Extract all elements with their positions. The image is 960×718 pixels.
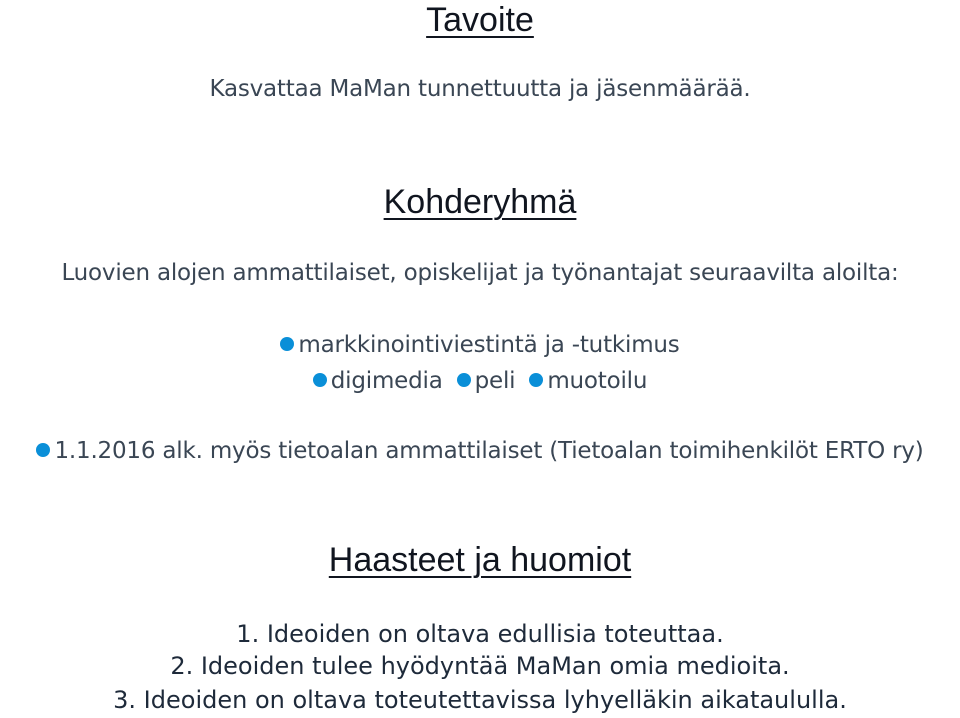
field-item: digimedia bbox=[330, 368, 443, 394]
goal-heading-text: Tavoite bbox=[426, 1, 534, 39]
target-group-intro: Luovien alojen ammattilaiset, opiskelijat ja työnantajat seuraavilta aloilta: bbox=[61, 260, 899, 286]
challenge-item: 3. Ideoiden on oltava toteutettavissa lyhyelläkin aikataululla. bbox=[113, 686, 847, 714]
field-item: markkinointiviestintä ja -tutkimus bbox=[298, 332, 680, 358]
bullet-icon bbox=[36, 443, 50, 457]
challenge-item: 1. Ideoiden on oltava edullisia toteuttaa. bbox=[236, 620, 724, 648]
challenges-heading-text: Haasteet ja huomiot bbox=[328, 541, 632, 579]
goal-heading bbox=[0, 0, 960, 40]
target-group-heading-text: Kohderyhmä bbox=[383, 183, 577, 221]
bullet-icon bbox=[280, 337, 294, 351]
bullet-icon bbox=[457, 373, 471, 387]
challenges-heading bbox=[0, 540, 960, 580]
bullet-icon bbox=[313, 373, 327, 387]
bullet-icon bbox=[529, 373, 543, 387]
target-group-note: 1.1.2016 alk. myös tietoalan ammattilaiset (Tietoalan toimihenkilöt ERTO ry) bbox=[54, 438, 924, 464]
target-group-note-row bbox=[0, 436, 960, 466]
field-item: peli bbox=[474, 368, 516, 394]
challenge-item: 2. Ideoiden tulee hyödyntää MaMan omia medioita. bbox=[170, 652, 790, 680]
field-item: muotoilu bbox=[547, 368, 648, 394]
field-list-row-2 bbox=[0, 366, 960, 396]
target-group-heading bbox=[0, 182, 960, 222]
goal-text: Kasvattaa MaMan tunnettuutta ja jäsenmäärää. bbox=[209, 76, 751, 102]
field-list-row-1 bbox=[0, 330, 960, 360]
